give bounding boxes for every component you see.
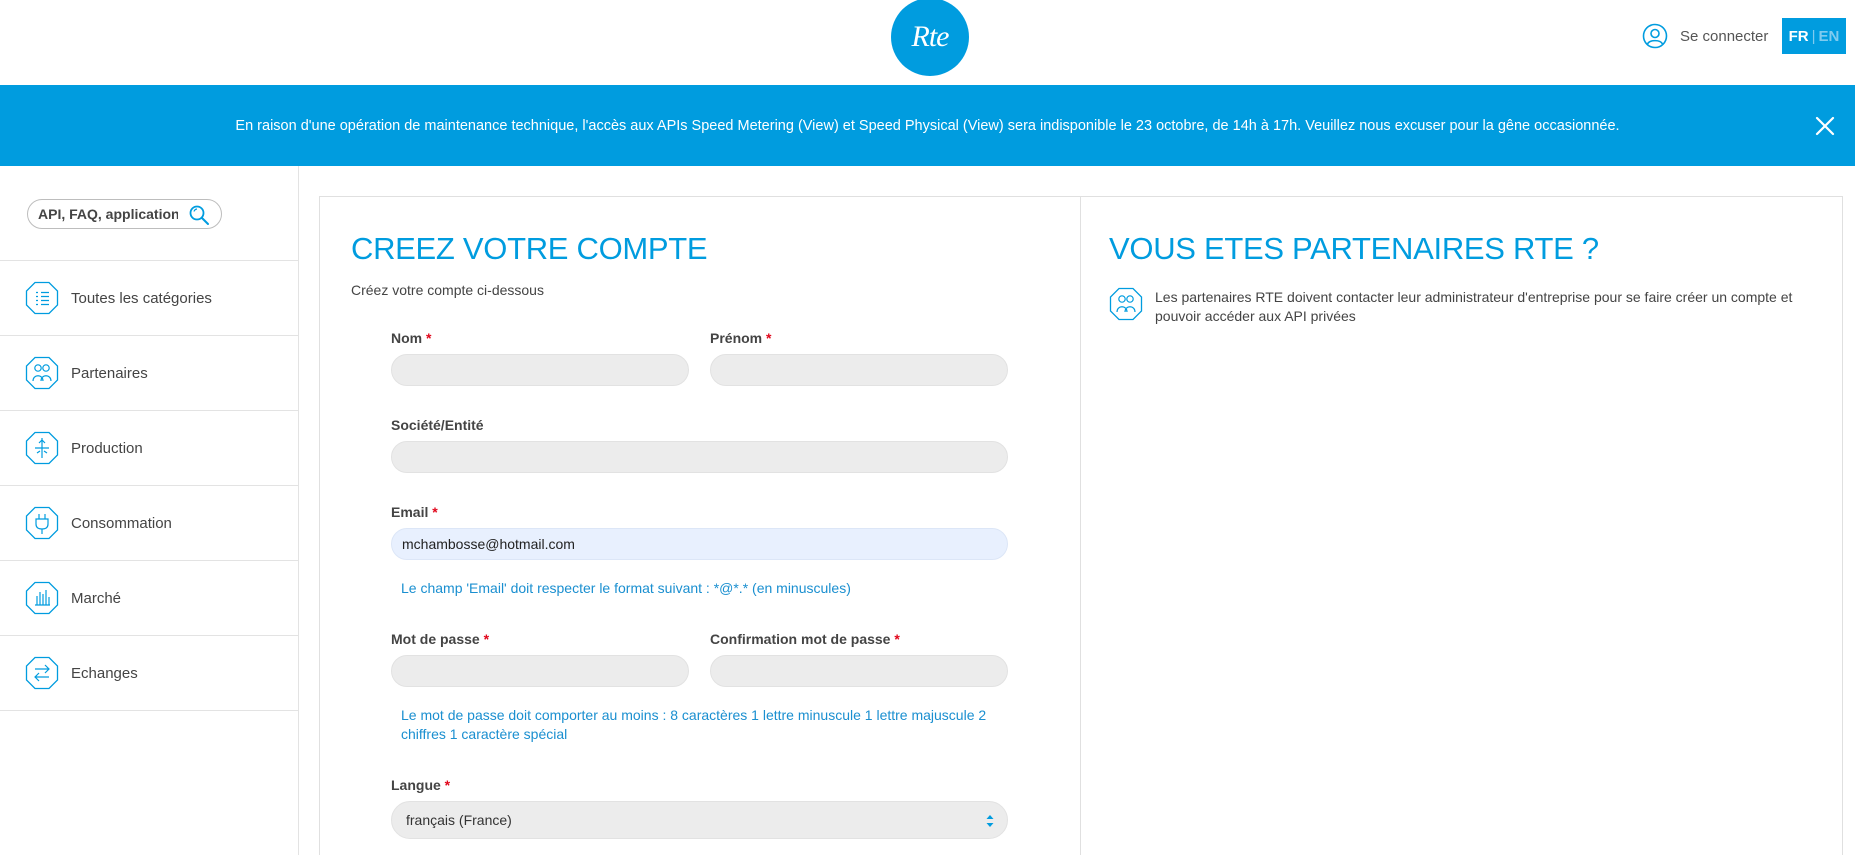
close-icon[interactable] [1815,116,1835,136]
societe-label-text: Société/Entité [391,417,484,433]
sidebar-item-all-categories[interactable] [0,261,298,336]
sidebar-item-label: Consommation [71,514,172,532]
required-mark: * [894,631,900,647]
search-box [27,199,222,229]
required-mark: * [483,631,490,647]
banner-text: En raison d'une opération de maintenance technique, l'accès aux APIs Speed Metering (View) et Speed Physical (View) sera indisponible le 23 octobre, de 14h à 17h. Veuillez nous excuser pour la gêne occasionnée. [235,117,1620,134]
login-label: Se connecter [1680,27,1769,45]
nom-input[interactable] [391,354,689,386]
people-icon [25,356,59,390]
select-arrows-icon [985,812,995,830]
sidebar-item-marche[interactable] [0,561,298,636]
sidebar-item-consommation[interactable] [0,486,298,561]
sidebar-item-production[interactable] [0,411,298,486]
market-icon [25,581,59,615]
site-header [0,0,1855,85]
rte-logo[interactable] [891,0,969,76]
prenom-input[interactable] [710,354,1008,386]
nom-label-text: Nom [391,330,423,346]
sidebar-item-label: Partenaires [71,364,148,382]
societe-input[interactable] [391,441,1008,473]
langue-selected-value: français (France) [406,812,512,828]
password-confirm-label-text: Confirmation mot de passe [710,631,891,647]
langue-label-text: Langue [391,777,441,793]
production-icon [25,431,59,465]
prenom-label [710,330,771,346]
exchange-icon [25,656,59,690]
partners-info [1109,287,1815,326]
language-switch [1782,18,1846,54]
list-icon [25,281,59,315]
password-hint: Le mot de passe doit comporter au moins : 8 caractères 1 lettre minuscule 1 lettre majuscule 2 chiffres 1 caractère spécial [401,707,987,742]
required-mark: * [444,777,451,793]
lang-fr-option[interactable]: FR [1788,27,1809,45]
sidebar-item-label: Echanges [71,664,138,682]
registration-form [320,197,1081,855]
sidebar-search-section [0,166,298,261]
sidebar-item-label: Marché [71,589,122,607]
search-input[interactable] [38,206,178,222]
partners-title: VOUS ETES PARTENAIRES RTE ? [1109,231,1599,266]
email-input[interactable] [391,528,1008,560]
plug-icon [25,506,59,540]
password-confirm-label [710,631,900,647]
prenom-label-text: Prénom [710,330,763,346]
people-icon [1109,287,1143,321]
required-mark: * [432,504,438,520]
maintenance-banner [0,85,1855,166]
required-mark: * [766,330,772,346]
sidebar-item-label: Toutes les catégories [71,289,212,307]
email-hint: Le champ 'Email' doit respecter le format suivant : *@*.* (en minuscules) [401,580,851,596]
sidebar [0,166,299,855]
email-label [391,504,438,520]
lang-en-option[interactable]: EN [1818,27,1840,45]
user-icon [1642,23,1668,49]
langue-select[interactable] [391,801,1008,839]
partners-section [1081,197,1843,855]
nom-label [391,330,431,346]
account-card [319,196,1843,855]
partners-text: Les partenaires RTE doivent contacter leur administrateur d'entreprise pour se faire créer un compte et pouvoir accéder aux API privées [1155,289,1793,324]
search-icon[interactable] [188,204,210,226]
sidebar-item-partenaires[interactable] [0,336,298,411]
lang-separator: | [1811,27,1816,45]
societe-label [391,417,484,433]
login-link[interactable] [1642,22,1768,50]
logo-text: Rte [911,20,949,53]
sidebar-item-echanges[interactable] [0,636,298,711]
required-mark: * [426,330,432,346]
password-confirm-input[interactable] [710,655,1008,687]
email-label-text: Email [391,504,429,520]
password-label-text: Mot de passe [391,631,480,647]
form-title: CREEZ VOTRE COMPTE [351,231,708,266]
password-input[interactable] [391,655,689,687]
langue-label [391,777,450,793]
sidebar-item-label: Production [71,439,143,457]
password-label [391,631,489,647]
form-subtitle: Créez votre compte ci-dessous [351,282,544,298]
